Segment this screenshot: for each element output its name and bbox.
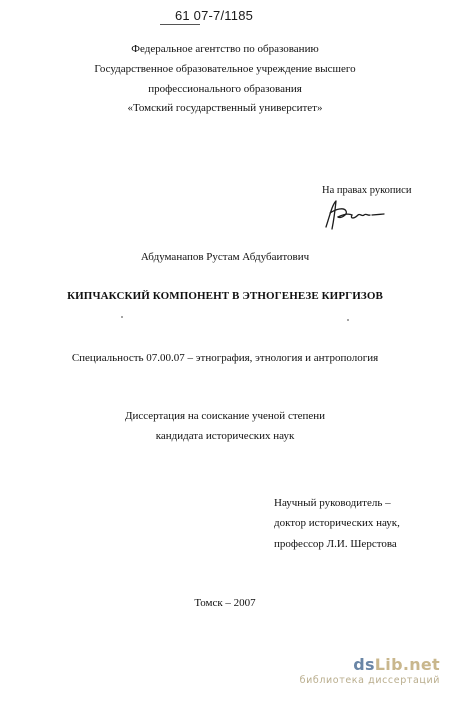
institution-line-1: Федеральное агентство по образованию [131,43,319,55]
degree-line-2: кандидата исторических наук [155,430,295,442]
dslib-watermark [300,655,440,686]
degree-line-1: Диссертация на соискание ученой степени [124,410,326,422]
watermark-subtitle: библиотека диссертаций [299,675,440,686]
watermark-brand-lib: Lib.net [374,655,440,674]
advisor-line-3: профессор Л.И. Шерстова [274,538,397,550]
manuscript-rights-note: На правах рукописи [322,185,412,196]
advisor-line-1: Научный руководитель – [274,497,391,509]
watermark-brand-ds: ds [353,655,375,674]
city-year: Томск – 2007 [194,597,256,609]
author-signature [322,197,390,233]
specialty-line: Специальность 07.00.07 – этнография, этнология и антропология [71,352,379,364]
catalog-stamp-number: 61 07-7/1185 [175,8,254,23]
institution-line-4: «Томский государственный университет» [127,102,323,114]
scan-speck [121,316,123,318]
advisor-line-2: доктор исторических наук, [274,517,400,529]
author-name: Абдуманапов Рустам Абдубаитович [140,251,310,263]
stamp-underline [160,24,200,25]
scan-speck [347,319,349,321]
institution-line-3: профессионального образования [148,83,302,95]
institution-line-2: Государственное образовательное учреждение высшего [94,63,356,75]
dissertation-title: КИПЧАКСКИЙ КОМПОНЕНТ В ЭТНОГЕНЕЗЕ КИРГИЗОВ [67,290,383,302]
watermark-brand [300,655,440,674]
